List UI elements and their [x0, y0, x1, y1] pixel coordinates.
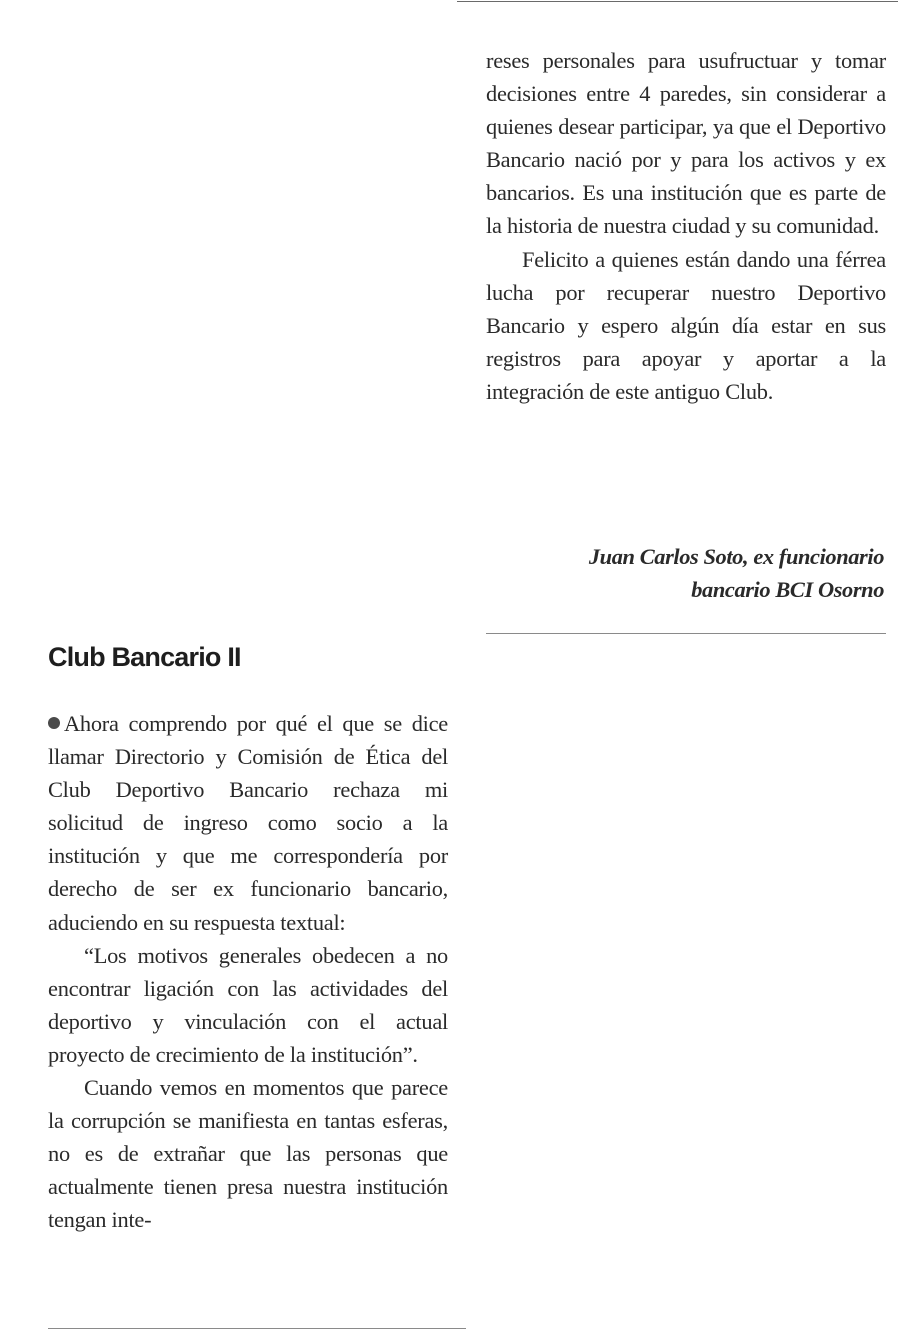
section-title: Club Bancario II	[48, 642, 241, 672]
right-paragraph-2: Felicito a quienes están dando una férrea lucha por recuperar nuestro Deportivo Bancario y espero algún día estar en sus registros para apoyar y aportar a la integración de este antiguo Club.	[486, 246, 886, 404]
letter-signature	[486, 540, 884, 606]
left-paragraph-2: “Los motivos generales obedecen a no encontrar ligación con las actividades del deportivo y vinculación con el actual proyecto de crecimiento de la institución”.	[48, 942, 448, 1067]
top-divider	[457, 1, 898, 2]
left-paragraph-1	[48, 707, 448, 939]
left-paragraph-3: Cuando vemos en momentos que parece la corrupción se manifiesta en tantas esferas, no es de extrañar que las personas que actualmente tienen presa nuestra institución tengan inte-	[48, 1075, 448, 1233]
left-paragraph-1-text: Ahora comprendo por qué el que se dice llamar Directorio y Comisión de Ética del Club Deportivo Bancario rechaza mi solicitud de ingreso como socio a la institución y que me correspondería por derecho de ser ex funcionario bancario, aduciendo en su respuesta textual:	[48, 711, 448, 935]
signature-name: Juan Carlos Soto, ex funcionario	[588, 544, 884, 569]
right-paragraph-1: reses personales para usufructuar y tomar decisiones entre 4 paredes, sin considerar a quienes desear participar, ya que el Deportivo Bancario nació por y para los activos y ex bancarios. Es una institución que es parte de la historia de nuestra ciudad y su comunidad.	[486, 48, 886, 239]
bullet-icon	[48, 717, 60, 729]
right-column	[486, 44, 886, 408]
left-column	[48, 707, 448, 1237]
right-column-end-divider	[486, 633, 886, 634]
left-column-end-divider	[48, 1328, 466, 1329]
signature-affiliation: bancario BCI Osorno	[691, 577, 884, 603]
